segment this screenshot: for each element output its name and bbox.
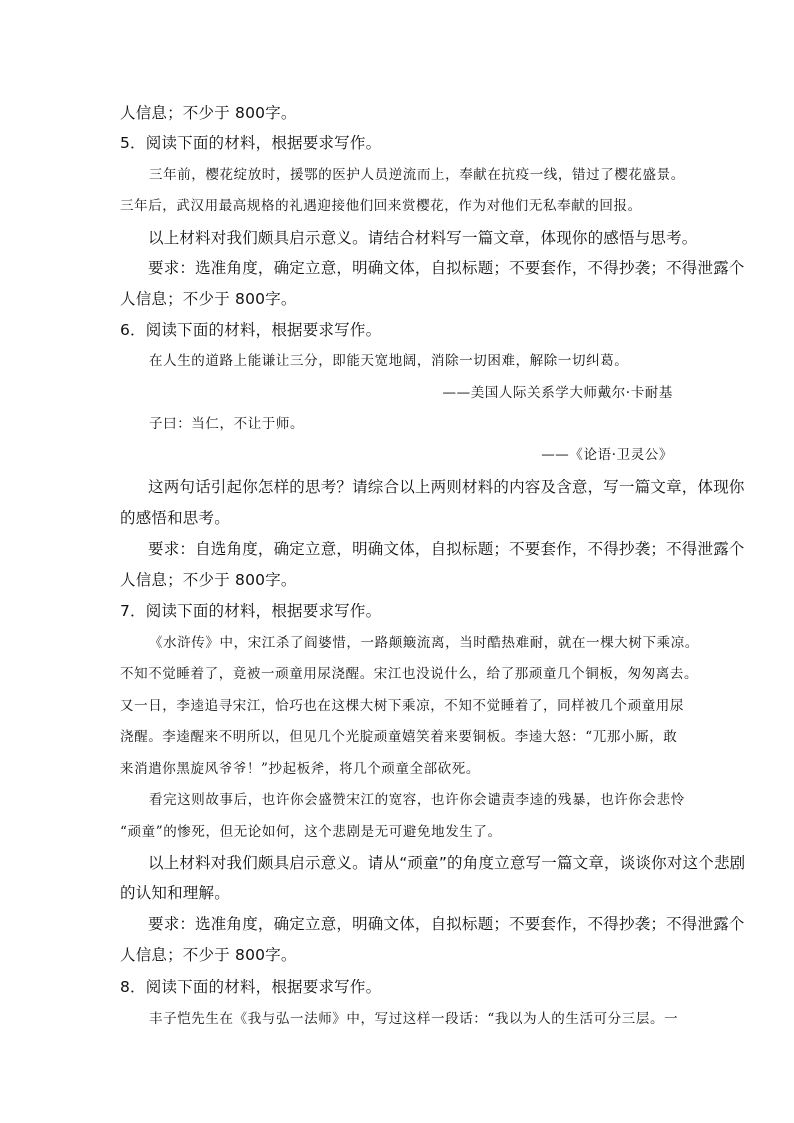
question-heading: 7．阅读下面的材料，根据要求写作。 xyxy=(120,602,382,620)
material-line: 三年前，樱花绽放时，援鄂的医护人员逆流而上，奉献在抗疫一线，错过了樱花盛景。 xyxy=(149,167,685,183)
text-line: 人信息；不少于 800字。 xyxy=(120,104,297,122)
requirement-line: 人信息；不少于 800字。 xyxy=(120,571,297,589)
prompt-line: 以上材料对我们颇具启示意义。请从“顽童”的角度立意写一篇文章，谈谈你对这个悲剧 xyxy=(148,854,746,872)
material-line: 子曰：当仁，不让于师。 xyxy=(149,416,305,432)
requirement-line: 人信息；不少于 800字。 xyxy=(120,946,297,964)
material-line: “顽童”的惨死，但无论如何，这个悲剧是无可避免地发生了。 xyxy=(120,824,502,840)
material-line: 在人生的道路上能谦让三分，即能天宽地阔，消除一切困难，解除一切纠葛。 xyxy=(149,353,629,369)
requirement-line: 人信息；不少于 800字。 xyxy=(120,290,297,308)
prompt-line: 的感悟和思考。 xyxy=(120,509,230,527)
question-heading: 8．阅读下面的材料，根据要求写作。 xyxy=(120,978,382,996)
material-line: 又一日，李逵追寻宋江，恰巧也在这棵大树下乘凉，不知不觉睡着了，同样被几个顽童用尿 xyxy=(120,698,684,714)
material-line: 三年后，武汉用最高规格的礼遇迎接他们回来赏樱花，作为对他们无私奉献的回报。 xyxy=(120,198,642,214)
question-heading: 6．阅读下面的材料，根据要求写作。 xyxy=(120,321,382,339)
material-line: 《水浒传》中，宋江杀了阎婆惜，一路颠簸流离，当时酷热难耐，就在一棵大树下乘凉。 xyxy=(149,635,699,651)
requirement-line: 要求：选准角度，确定立意，明确文体，自拟标题；不要套作，不得抄袭；不得泄露个 xyxy=(148,259,745,277)
requirement-line: 要求：自选角度，确定立意，明确文体，自拟标题；不要套作，不得抄袭；不得泄露个 xyxy=(148,540,745,558)
material-line: 丰子恺先生在《我与弘一法师》中，写过这样一段话：“我以为人的生活可分三层。一 xyxy=(149,1011,679,1027)
material-line: 看完这则故事后，也许你会盛赞宋江的宽容，也许你会谴责李逵的残暴，也许你会悲怜 xyxy=(149,792,685,808)
prompt-line: 的认知和理解。 xyxy=(120,884,230,902)
material-line: 浇醒。李逵醒来不明所以，但见几个光腚顽童嬉笑着来要铜板。李逵大怒：“兀那小厮，敢 xyxy=(120,729,678,745)
prompt-line: 以上材料对我们颇具启示意义。请结合材料写一篇文章，体现你的感悟与思考。 xyxy=(148,229,698,247)
attribution: ——美国人际关系学大师戴尔·卡耐基 xyxy=(442,385,673,401)
material-line: 来消遣你黑旋风爷爷！”抄起板斧，将几个顽童全部砍死。 xyxy=(120,761,481,777)
prompt-line: 这两句话引起你怎样的思考？请综合以上两则材料的内容及含意，写一篇文章，体现你 xyxy=(148,478,745,496)
requirement-line: 要求：选准角度，确定立意，明确文体，自拟标题；不要套作，不得抄袭；不得泄露个 xyxy=(148,915,745,933)
question-heading: 5．阅读下面的材料，根据要求写作。 xyxy=(120,134,382,152)
attribution: ——《论语·卫灵公》 xyxy=(541,447,673,463)
material-line: 不知不觉睡着了，竟被一顽童用尿浇醒。宋江也没说什么，给了那顽童几个铜板，匆匆离去。 xyxy=(120,666,699,682)
